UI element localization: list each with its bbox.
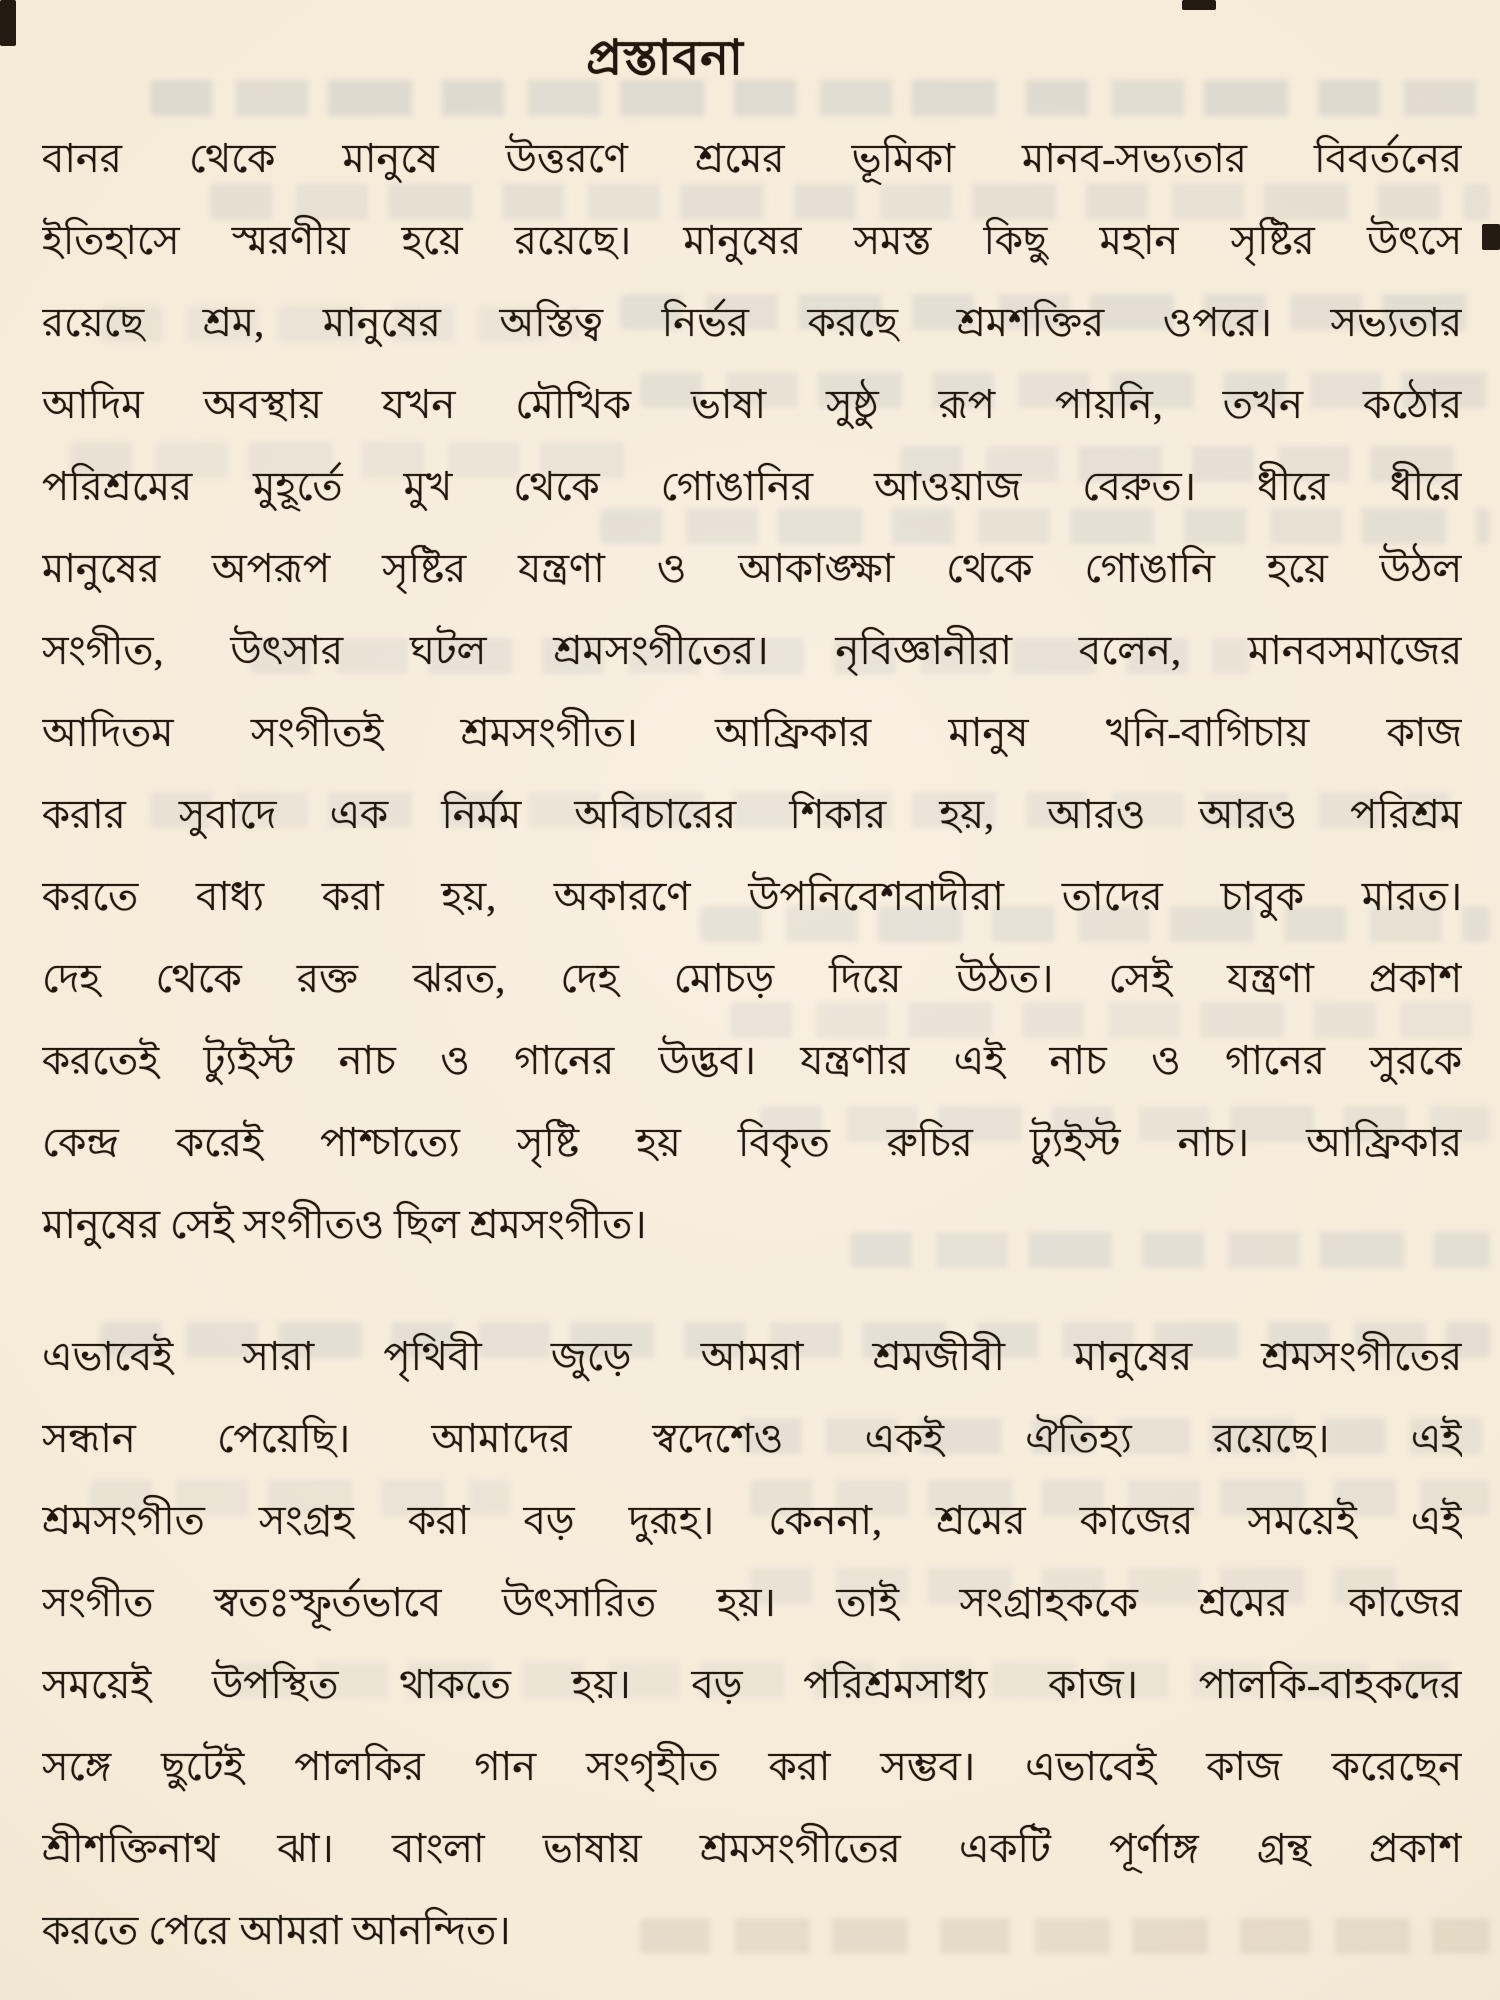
text-line: শ্রমসংগীত সংগ্রহ করা বড় দুরূহ। কেননা, শ্রমের কাজের সময়েই এই — [42, 1498, 1462, 1543]
text-line: দেহ থেকে রক্ত ঝরত, দেহ মোচড় দিয়ে উঠত। সেই যন্ত্রণা প্রকাশ — [42, 956, 1462, 1001]
text-line: পরিশ্রমের মুহূর্তে মুখ থেকে গোঙানির আওয়াজ বেরুত। ধীরে ধীরে — [42, 464, 1462, 509]
text-line: সময়েই উপস্থিত থাকতে হয়। বড় পরিশ্রমসাধ্য কাজ। পালকি-বাহকদের — [42, 1662, 1462, 1707]
text-line: শ্রীশক্তিনাথ ঝা। বাংলা ভাষায় শ্রমসংগীতের একটি পূর্ণাঙ্গ গ্রন্থ প্রকাশ — [42, 1826, 1462, 1871]
text-line: ইতিহাসে স্মরণীয় হয়ে রয়েছে। মানুষের সমস্ত কিছু মহান সৃষ্টির উৎসে — [42, 218, 1462, 263]
text-line: করতে বাধ্য করা হয়, অকারণে উপনিবেশবাদীরা তাদের চাবুক মারত। — [42, 874, 1462, 919]
text-line: সন্ধান পেয়েছি। আমাদের স্বদেশেও একই ঐতিহ্য রয়েছে। এই — [42, 1416, 1462, 1461]
scan-speck — [1182, 0, 1216, 10]
paragraph-1 — [42, 118, 1462, 1266]
text-line: কেন্দ্র করেই পাশ্চাত্যে সৃষ্টি হয় বিকৃত রুচির ট্যুইস্ট নাচ। আফ্রিকার — [42, 1120, 1462, 1165]
text-line: আদিম অবস্থায় যখন মৌখিক ভাষা সুষ্ঠু রূপ পায়নি, তখন কঠোর — [42, 382, 1462, 427]
paragraph-2 — [42, 1316, 1462, 1972]
text-line: এভাবেই সারা পৃথিবী জুড়ে আমরা শ্রমজীবী মানুষের শ্রমসংগীতের — [42, 1334, 1462, 1379]
text-line: করার সুবাদে এক নির্মম অবিচারের শিকার হয়, আরও আরও পরিশ্রম — [42, 792, 1462, 837]
page-title: প্রস্তাবনা — [586, 32, 744, 85]
text-line: করতেই ট্যুইস্ট নাচ ও গানের উদ্ভব। যন্ত্রণার এই নাচ ও গানের সুরকে — [42, 1038, 1462, 1083]
page-body — [42, 118, 1462, 1972]
text-line: সঙ্গে ছুটেই পালকির গান সংগৃহীত করা সম্ভব। এভাবেই কাজ করেছেন — [42, 1744, 1462, 1789]
text-line: সংগীত, উৎসার ঘটল শ্রমসংগীতের। নৃবিজ্ঞানীরা বলেন, মানবসমাজের — [42, 628, 1462, 673]
text-line: সংগীত স্বতঃস্ফূর্তভাবে উৎসারিত হয়। তাই সংগ্রাহককে শ্রমের কাজের — [42, 1580, 1462, 1625]
text-line: আদিতম সংগীতই শ্রমসংগীত। আফ্রিকার মানুষ খনি-বাগিচায় কাজ — [42, 710, 1462, 755]
scan-speck — [1482, 224, 1500, 250]
text-line: করতে পেরে আমরা আনন্দিত। — [42, 1908, 511, 1953]
text-line: মানুষের সেই সংগীতও ছিল শ্রমসংগীত। — [42, 1202, 647, 1247]
text-line: মানুষের অপরূপ সৃষ্টির যন্ত্রণা ও আকাঙ্ক্ষা থেকে গোঙানি হয়ে উঠল — [42, 546, 1462, 591]
text-line: বানর থেকে মানুষে উত্তরণে শ্রমের ভূমিকা মানব-সভ্যতার বিবর্তনের — [42, 136, 1462, 181]
text-line: রয়েছে শ্রম, মানুষের অস্তিত্ব নির্ভর করছে শ্রমশক্তির ওপরে। সভ্যতার — [42, 300, 1462, 345]
